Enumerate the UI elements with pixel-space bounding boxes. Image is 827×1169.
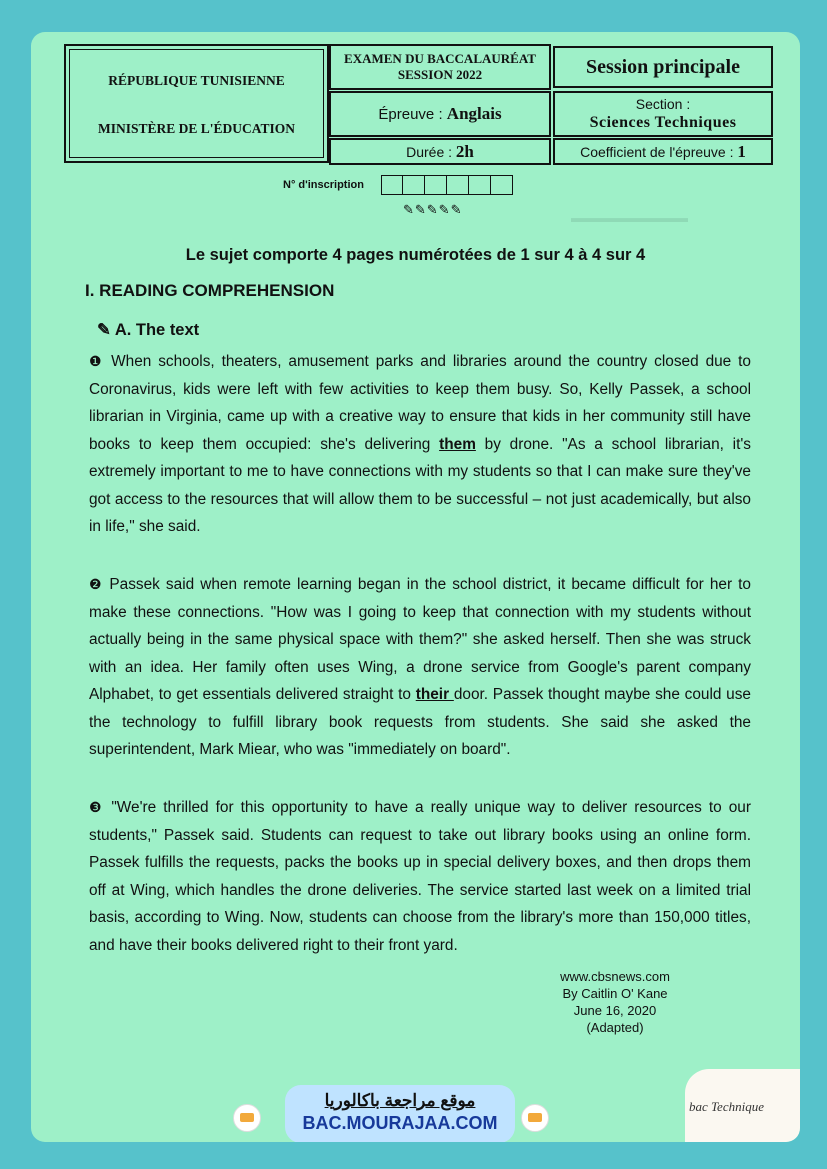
section-label: Section :: [635, 96, 691, 112]
pencil-icon: ✎: [97, 321, 111, 339]
exam-title-box: [329, 44, 551, 90]
book-logo-icon: [521, 1104, 549, 1132]
inscription-label: N° d'inscription: [283, 179, 364, 191]
epreuve-box: [329, 91, 551, 137]
paragraph-1: [89, 348, 751, 541]
session-year: SESSION 2022: [397, 67, 483, 82]
section-value: Sciences Techniques: [589, 114, 737, 131]
coef-value: 1: [737, 142, 746, 161]
session-type-box: [553, 46, 773, 88]
paragraph-text: Passek said when remote learning began in the school district, it became difficult for her to make these connections. "How was I going to keep that connection with my students without actually being in the same physical space with them?" she asked herself. Then she was struck with an idea. Her family often uses Wing, a drone service from Google's parent company Alphabet, to get essentials delivered straight to: [89, 576, 751, 703]
coefficient-box: [553, 138, 773, 165]
source-block: [535, 968, 695, 1036]
country-label: RÉPUBLIQUE TUNISIENNE: [108, 73, 285, 88]
exam-page: [31, 32, 800, 1142]
footer-banner[interactable]: [285, 1085, 515, 1142]
header-left-box: [64, 44, 329, 163]
inscription-digit-box[interactable]: [447, 175, 469, 195]
paragraph-text: door. Passek thought maybe she could use the technology to fulfill library book requests from students. She said she asked the superintendent, Mark Miear, who was "immediately on board".: [89, 686, 751, 758]
paragraph-text: When schools, theaters, amusement parks and libraries around the country closed due to Coronavirus, kids were left with few activities to keep them busy. So, Kelly Passek, a school librarian in Virginia, came up with a creative way to ensure that kids in her community still have books to keep them occupied: she's delivering: [89, 353, 751, 453]
inscription-digit-box[interactable]: [425, 175, 447, 195]
subsection-title: A. The text: [114, 321, 200, 339]
paragraph-text: by drone. "As a school librarian, it's extremely important to me to have connections with my students so that I can make sure they've got access to the resources that will allow them to be successful – not just academically, but also in life," she said.: [89, 435, 752, 535]
inscription-digit-box[interactable]: [491, 175, 513, 195]
footer-domain[interactable]: BAC.MOURAJAA.COM: [302, 1113, 498, 1133]
epreuve-value: Anglais: [446, 104, 502, 123]
paragraph-number: ❷: [89, 576, 104, 592]
footer-arabic[interactable]: موقع مراجعة باكالوريا: [324, 1091, 476, 1110]
inscription-digit-box[interactable]: [381, 175, 403, 195]
duree-value: 2h: [455, 142, 474, 161]
pencil-icons: ✎✎✎✎✎: [403, 202, 463, 217]
showthrough-decoration: ▬▬▬▬▬▬▬▬▬: [571, 210, 688, 225]
source-date: June 16, 2020: [573, 1003, 657, 1018]
underlined-reference-their: their: [415, 686, 454, 703]
epreuve-label: Épreuve :: [378, 106, 443, 123]
paragraph-number: ❶: [89, 353, 105, 369]
source-site: www.cbsnews.com: [560, 969, 670, 984]
coef-label: Coefficient de l'épreuve :: [580, 144, 734, 160]
section-box: [553, 91, 773, 137]
inscription-boxes[interactable]: [381, 175, 513, 195]
section-title: I. READING COMPREHENSION: [85, 281, 335, 300]
ministry-label: MINISTÈRE DE L'ÉDUCATION: [97, 121, 296, 136]
duree-box: [329, 138, 551, 165]
inscription-digit-box[interactable]: [469, 175, 491, 195]
duree-label: Durée :: [406, 144, 453, 160]
exam-title: EXAMEN DU BACCALAURÉAT: [344, 51, 536, 66]
inscription-digit-box[interactable]: [403, 175, 425, 195]
source-author: By Caitlin O' Kane: [562, 986, 668, 1001]
subsection-header: [97, 320, 199, 340]
subject-note: Le sujet comporte 4 pages numérotées de 1 sur 4 à 4 sur 4: [185, 246, 646, 264]
bac-technique-badge: [685, 1069, 800, 1142]
paragraph-text: "We're thrilled for this opportunity to have a really unique way to deliver resources to our students," Passek said. Students can request to take out library books using an online form. Passek fulfills the requests, packs the books up in special delivery boxes, and then drops them off at Wing, which handles the drone deliveries. The service started last week on a limited trial basis, according to Wing. Now, students can choose from the library's more than 150,000 titles, and have their books delivered right to their front yard.: [89, 799, 751, 954]
book-logo-icon: [233, 1104, 261, 1132]
badge-text: bac Technique: [689, 1099, 764, 1114]
underlined-reference-them: them: [439, 435, 476, 453]
paragraph-number: ❸: [89, 799, 105, 815]
source-note: (Adapted): [586, 1020, 644, 1035]
session-type: Session principale: [586, 56, 740, 78]
paragraph-3: [89, 794, 751, 959]
paragraph-2: [89, 571, 751, 764]
